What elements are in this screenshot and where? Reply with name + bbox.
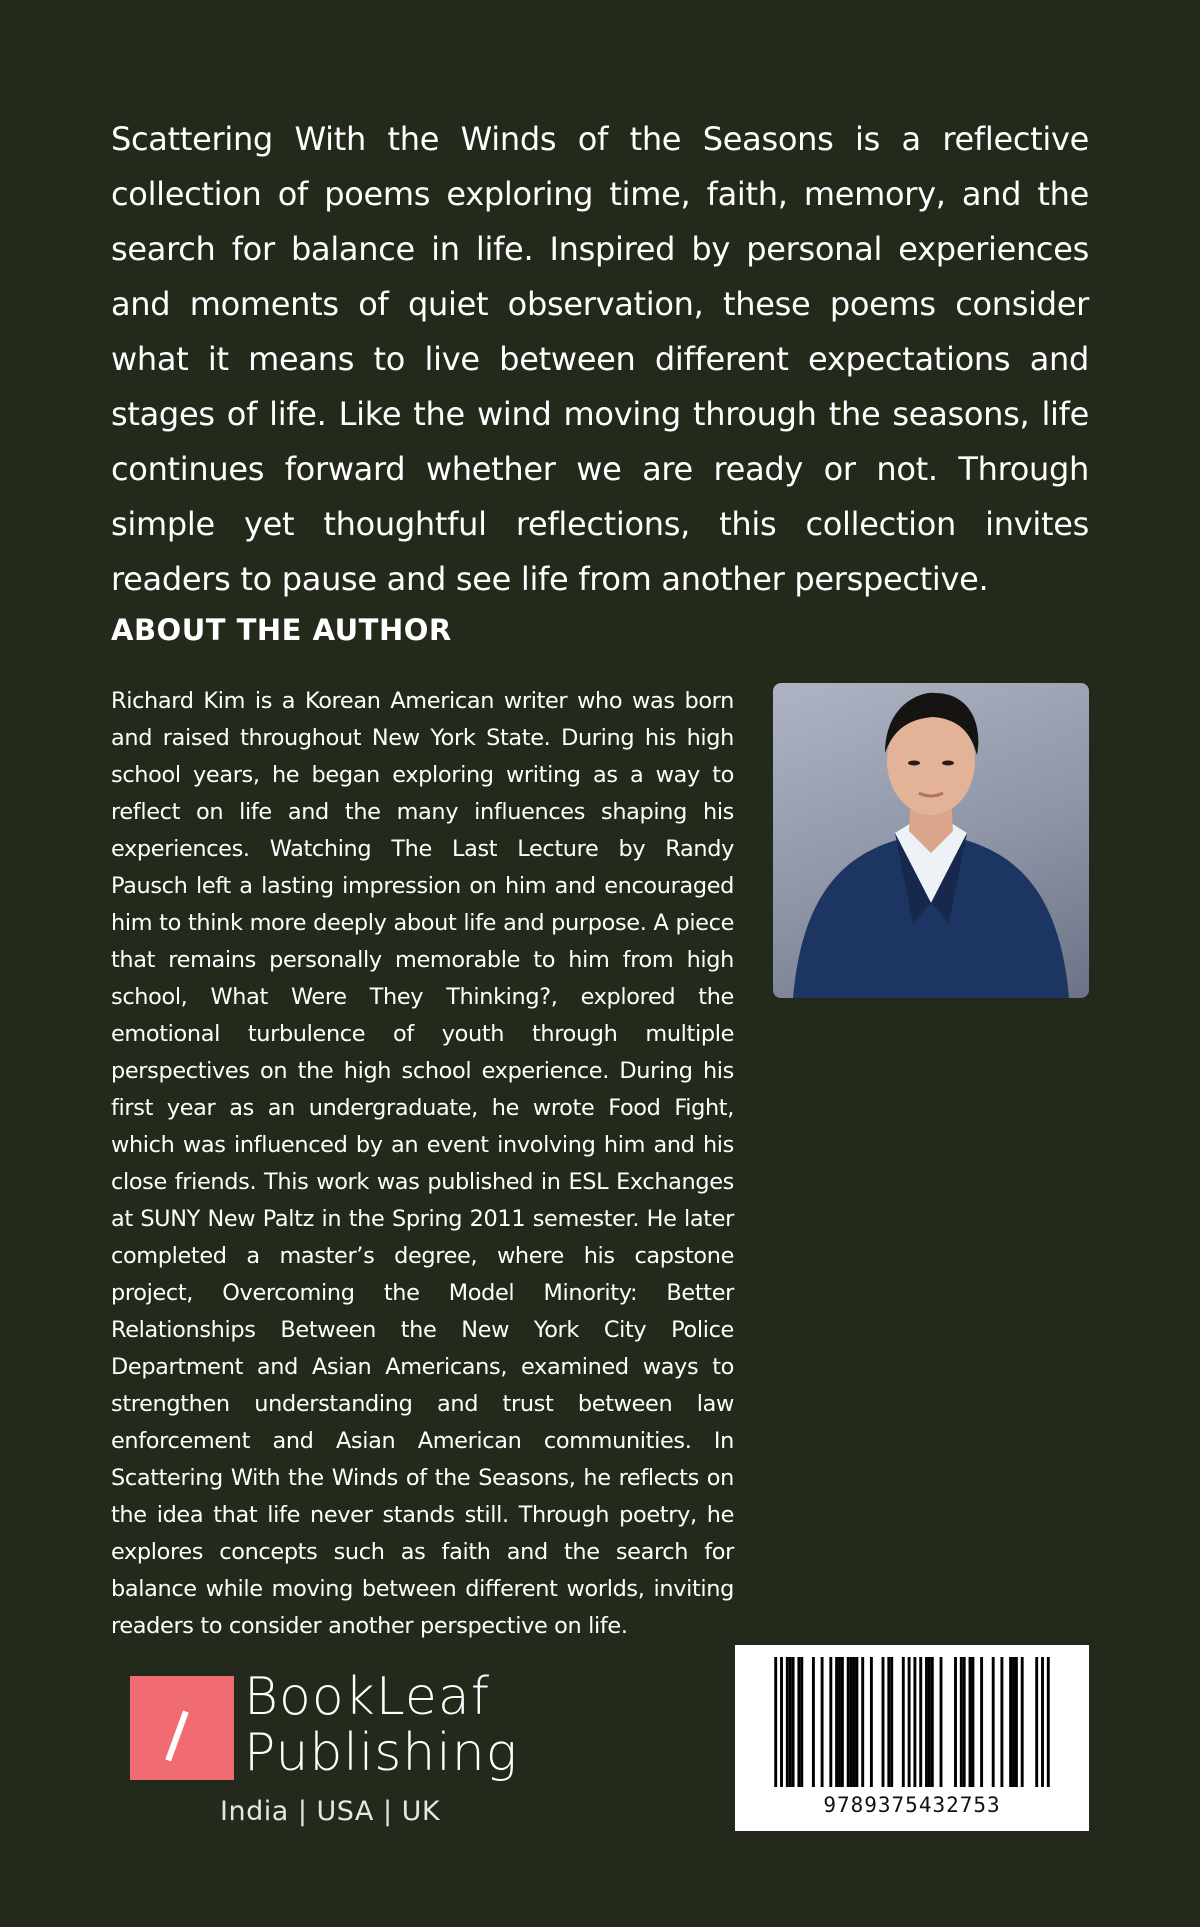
barcode-bar (847, 1657, 850, 1787)
barcode-bar (908, 1657, 911, 1787)
barcode-bar (861, 1657, 864, 1787)
barcode-bar (940, 1657, 943, 1787)
barcode-bar (786, 1657, 789, 1787)
barcode-bar (774, 1657, 777, 1787)
barcode-bar (1035, 1657, 1038, 1787)
barcode-bar (1000, 1657, 1003, 1787)
barcode-bar (931, 1657, 934, 1787)
publisher-name-line1: BookLeaf (244, 1667, 491, 1727)
barcode-bar (992, 1657, 995, 1787)
barcode-bar (1009, 1657, 1012, 1787)
publisher-regions: India | USA | UK (220, 1796, 441, 1827)
barcode-bar (919, 1657, 922, 1787)
barcode-bar (960, 1657, 963, 1787)
barcode-bar (789, 1657, 792, 1787)
barcode-bar (780, 1657, 783, 1787)
publisher-name-line2: Publishing (244, 1723, 518, 1783)
barcode-bar (887, 1657, 890, 1787)
barcode-bar (838, 1657, 841, 1787)
barcode-bar (800, 1657, 803, 1787)
barcode-bar (980, 1657, 983, 1787)
barcode-bar (890, 1657, 893, 1787)
book-blurb: Scattering With the Winds of the Seasons is a reflective collection of poems exploring time, faith, memory, and the search for balance in life. Inspired by personal experiences and moments of quiet observation, these poems consider what it means to live between different expectations and stages of life. Like the wind moving through the seasons, life continues forward whether we are ready or not. Through simple yet thoughtful reflections, this collection invites readers to pause and see life from another perspective. (111, 120, 1089, 598)
barcode-bar (821, 1657, 824, 1787)
isbn-number: 9789375432753 (823, 1793, 1001, 1817)
barcode-bar (1015, 1657, 1018, 1787)
barcode-bar (835, 1657, 838, 1787)
isbn-barcode (735, 1645, 1089, 1831)
barcode-bar (1021, 1657, 1024, 1787)
barcode-bar (792, 1657, 795, 1787)
publisher-logo (130, 1668, 530, 1828)
barcode-bar (1012, 1657, 1015, 1787)
barcode-icon (735, 1645, 1089, 1790)
barcode-bar (841, 1657, 844, 1787)
barcode-bar (928, 1657, 931, 1787)
barcode-bar (1041, 1657, 1044, 1787)
author-photo (773, 683, 1089, 998)
barcode-bar (882, 1657, 885, 1787)
barcode-bar (850, 1657, 853, 1787)
barcode-bar (971, 1657, 974, 1787)
barcode-bar (954, 1657, 957, 1787)
about-author-heading: ABOUT THE AUTHOR (111, 613, 452, 647)
bookleaf-logo-icon (130, 1676, 234, 1780)
author-bio: Richard Kim is a Korean American writer who was born and raised throughout New York State. During his high school years, he began exploring writing as a way to reflect on life and the many influences shaping his experiences. Watching The Last Lecture by Randy Pausch left a lasting impression on him and encouraged him to think more deeply about life and purpose. A piece that remains personally memorable to him from high school, What Were They Thinking?, explored the emotional turbulence of youth through multiple perspectives on the high school experience. During his first year as an undergraduate, he wrote Food Fight, which was influenced by an event involving him and his close friends. This work was published in ESL Exchanges at SUNY New Paltz in the Spring 2011 semester. He later completed a master’s degree, where his capstone project, Overcoming the Model Minority: Better Relationships Between the New York City Police Department and Asian Americans, examined ways to strengthen understanding and trust between law enforcement and Asian American communities. In Scattering With the Winds of the Seasons, he reflects on the idea that life never stands still. Through poetry, he explores concepts such as faith and the search for balance while moving between different worlds, inviting readers to consider another perspective on life. (111, 688, 734, 1639)
barcode-bar (1047, 1657, 1050, 1787)
barcode-bar (812, 1657, 815, 1787)
barcode-bar (797, 1657, 800, 1787)
barcode-bar (925, 1657, 928, 1787)
barcode-bar (902, 1657, 905, 1787)
barcode-bar (969, 1657, 972, 1787)
barcode-bar (870, 1657, 873, 1787)
barcode-bar (855, 1657, 858, 1787)
barcode-bar (963, 1657, 966, 1787)
barcode-bar (913, 1657, 916, 1787)
barcode-bar (853, 1657, 856, 1787)
barcode-bar (829, 1657, 832, 1787)
author-portrait-icon (773, 683, 1089, 998)
